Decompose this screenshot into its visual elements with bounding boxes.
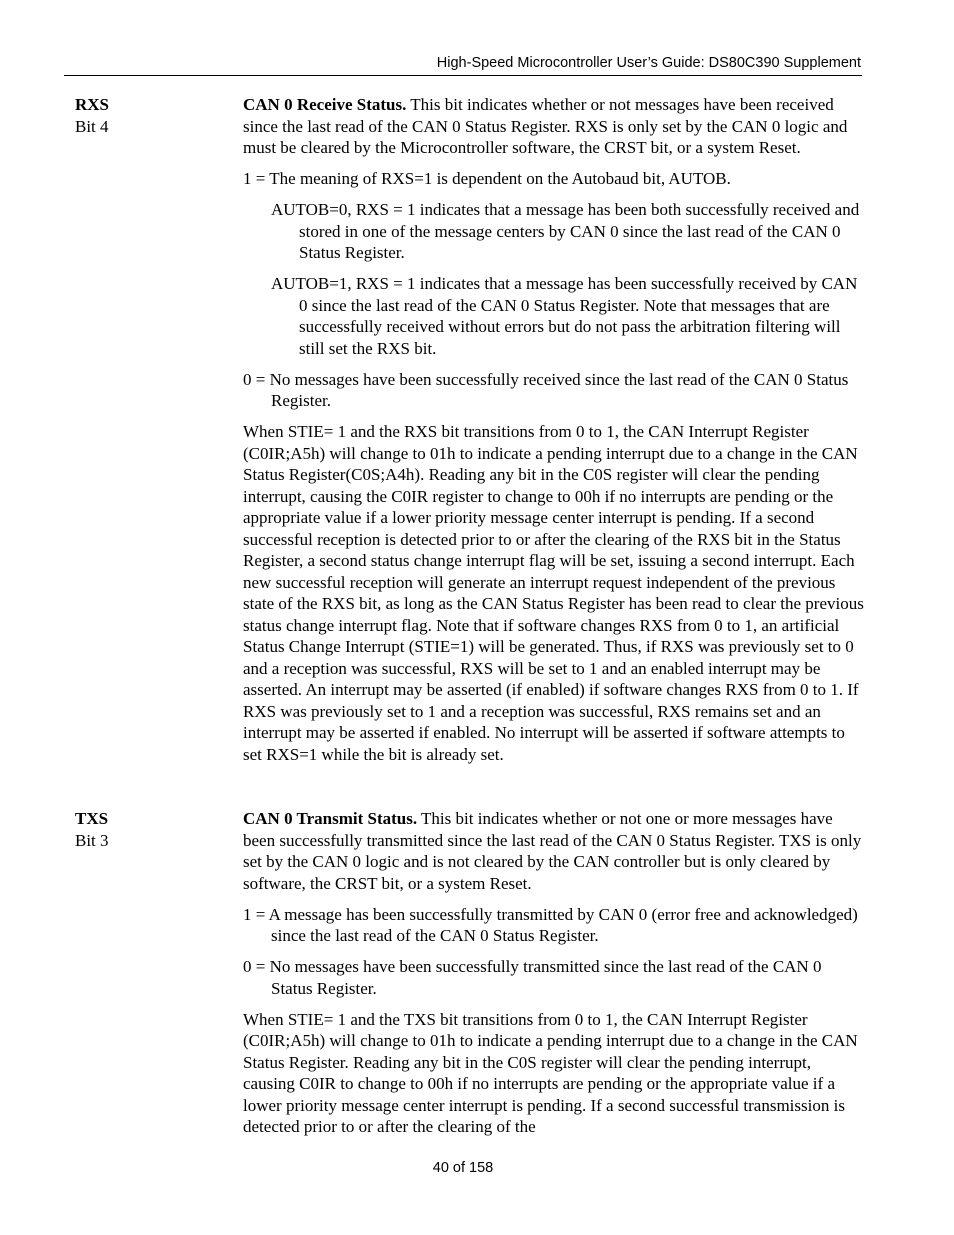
txs-intro-paragraph <box>243 808 865 894</box>
rxs-autob0: AUTOB=0, RXS = 1 indicates that a message has been both successfully received and stored in one of the message centers by CAN 0 since the last read of the CAN 0 Status Register. <box>271 200 860 262</box>
rxs-label <box>75 94 109 137</box>
txs-zero: 0 = No messages have been successfully transmitted since the last read of the CAN 0 Status Register. <box>243 957 822 998</box>
rxs-description <box>243 94 865 765</box>
txs-name: TXS <box>75 809 109 828</box>
rxs-detail: When STIE= 1 and the RXS bit transitions from 0 to 1, the CAN Interrupt Register (C0IR;A5h) will change to 01h to indicate a pending interrupt due to a change in the CAN Status Register(C0S;A4h). Reading any bit in the C0S register will clear the pending interrupt, causing the C0IR register to change to 00h if no interrupts are pending or the appropriate value if a lower priority message center interrupt is pending. If a second successful reception is detected prior to or after the clearing of the RXS bit in the Status Register, a second status change interrupt flag will be set, issuing a second interrupt. Each new successful reception will generate an interrupt request independent of the previous state of the RXS bit, as long as the CAN Status Register has been read to clear the previous status change interrupt flag. Note that if software changes RXS from 0 to 1, an artificial Status Change Interrupt (STIE=1) will be generated. Thus, if RXS was previously set to 0 and a reception was successful, RXS will be set to 1 and an enabled interrupt may be asserted. An interrupt may be asserted (if enabled) if software changes RXS from 0 to 1. If RXS was previously set to 1 and a reception was successful, RXS remains set and an interrupt may be asserted if enabled. No interrupt will be asserted if software attempts to set RXS=1 while the bit is already set. <box>243 422 864 764</box>
rxs-bit: Bit 4 <box>75 116 109 136</box>
rxs-autob1: AUTOB=1, RXS = 1 indicates that a message has been successfully received by CAN 0 since the last read of the CAN 0 Status Register. Note that messages that are successfully received without errors but do not pass the arbitration filtering will still set the RXS bit. <box>271 274 858 358</box>
txs-bit: Bit 3 <box>75 830 109 850</box>
txs-detail: When STIE= 1 and the TXS bit transitions from 0 to 1, the CAN Interrupt Register (C0IR;A5h) will change to 01h to indicate a pending interrupt due to a change in the CAN Status Register. Reading any bit in the C0S register will clear the pending interrupt, causing C0IR to change to 00h if no interrupts are pending or the appropriate value if a lower priority message center interrupt is pending. If a second successful transmission is detected prior to or after the clearing of the <box>243 1009 858 1136</box>
txs-description <box>243 808 865 1147</box>
txs-intro: This bit indicates whether or not one or more messages have been successfully transmitted since the last read of the CAN 0 Status Register. TXS is only set by the CAN 0 logic and is not cleared by the CAN controller but is only cleared by software, the CRST bit, or a system Reset. <box>243 809 862 893</box>
rxs-intro-paragraph <box>243 94 865 159</box>
txs-one: 1 = A message has been successfully transmitted by CAN 0 (error free and acknowledged) since the last read of the CAN 0 Status Register. <box>243 904 858 945</box>
txs-label <box>75 808 109 851</box>
page-number: 40 of 158 <box>432 1160 494 1176</box>
page-header: High-Speed Microcontroller User’s Guide: DS80C390 Supplement <box>436 55 861 71</box>
rxs-zero: 0 = No messages have been successfully received since the last read of the CAN 0 Status Register. <box>243 369 849 410</box>
rxs-intro: This bit indicates whether or not messages have been received since the last read of the CAN 0 Status Register. RXS is only set by the CAN 0 logic and must be cleared by the Microcontroller software, the CRST bit, or a system Reset. <box>243 95 848 157</box>
txs-title: CAN 0 Transmit Status. <box>243 809 418 828</box>
rxs-title: CAN 0 Receive Status. <box>243 95 407 114</box>
rxs-one: 1 = The meaning of RXS=1 is dependent on the Autobaud bit, AUTOB. <box>243 169 731 188</box>
header-rule <box>64 75 862 76</box>
rxs-name: RXS <box>75 95 110 114</box>
